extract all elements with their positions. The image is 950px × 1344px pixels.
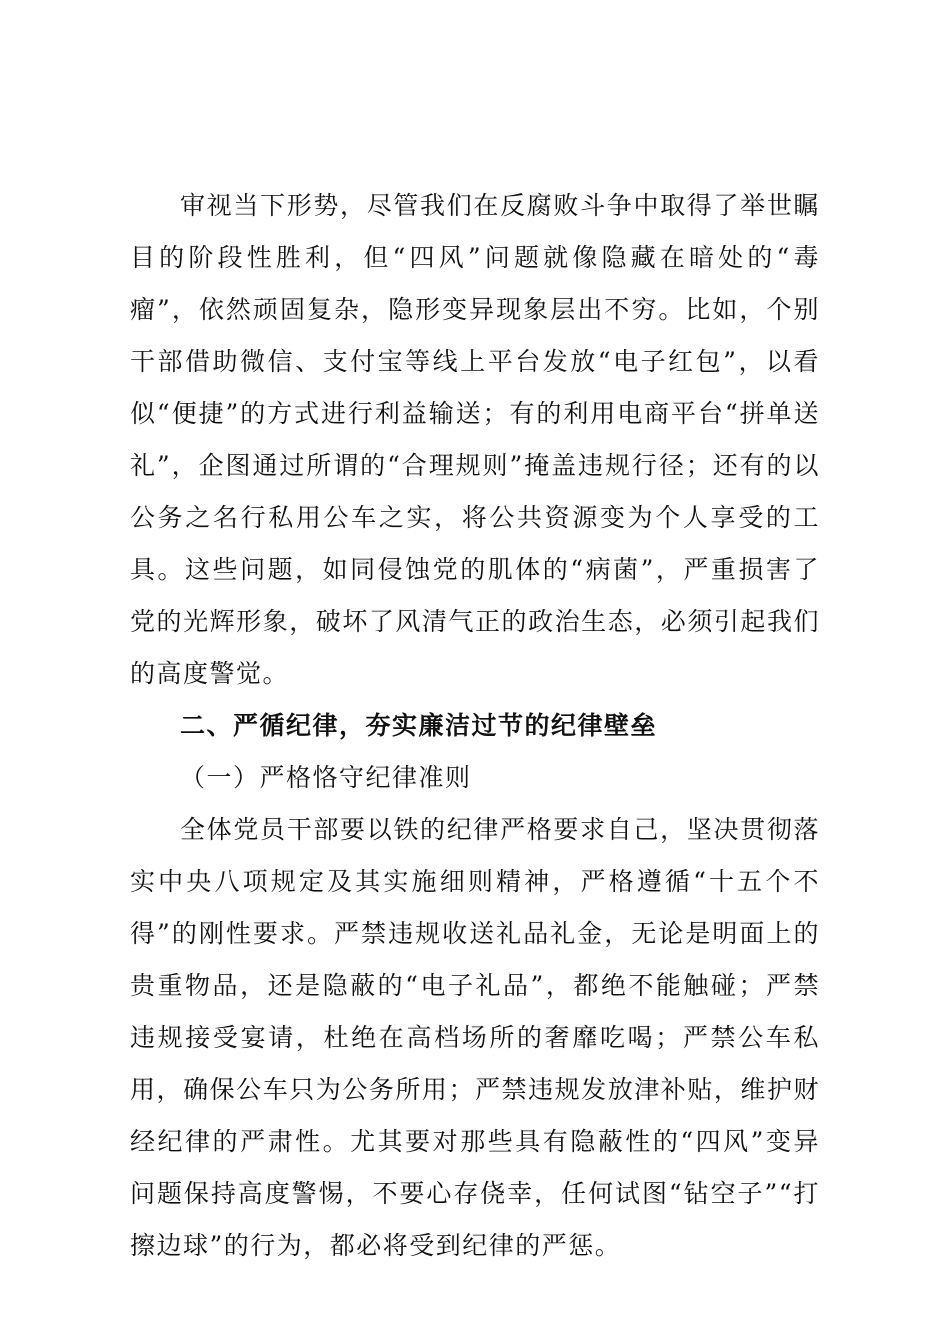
paragraph-situation: 审视当下形势，尽管我们在反腐败斗争中取得了举世瞩目的阶段性胜利，但“四风”问题就像隐藏在暗处的“毒瘤”，依然顽固复杂，隐形变异现象层出不穷。比如，个别干部借助微信、支付宝等线上平台发放“电子红包”，以看似“便捷”的方式进行利益输送；有的利用电商平台“拼单送礼”，企图通过所谓的“合理规则”掩盖违规行径；还有的以公务之名行私用公车之实，将公共资源变为个人享受的工具。这些问题，如同侵蚀党的肌体的“病菌”，严重损害了党的光辉形象，破坏了风清气正的政治生态，必须引起我们的高度警觉。	[130, 191, 820, 688]
document-body	[130, 180, 820, 1272]
paragraph-discipline: 全体党员干部要以铁的纪律严格要求自己，坚决贯彻落实中央八项规定及其实施细则精神，严格遵循“十五个不得”的刚性要求。严禁违规收送礼品礼金，无论是明面上的贵重物品，还是隐蔽的“电子礼品”，都绝不能触碰；严禁违规接受宴请，杜绝在高档场所的奢靡吃喝；严禁公车私用，确保公车只为公务所用；严禁违规发放津补贴，维护财经纪律的严肃性。尤其要对那些具有隐蔽性的“四风”变异问题保持高度警惕，不要心存侥幸，任何试图“钻空子”“打擦边球”的行为，都必将受到纪律的严惩。	[130, 815, 820, 1260]
section-heading: 二、严循纪律，夯实廉洁过节的纪律壁垒	[180, 711, 658, 740]
subsection-heading: （一）严格恪守纪律准则	[180, 763, 472, 792]
